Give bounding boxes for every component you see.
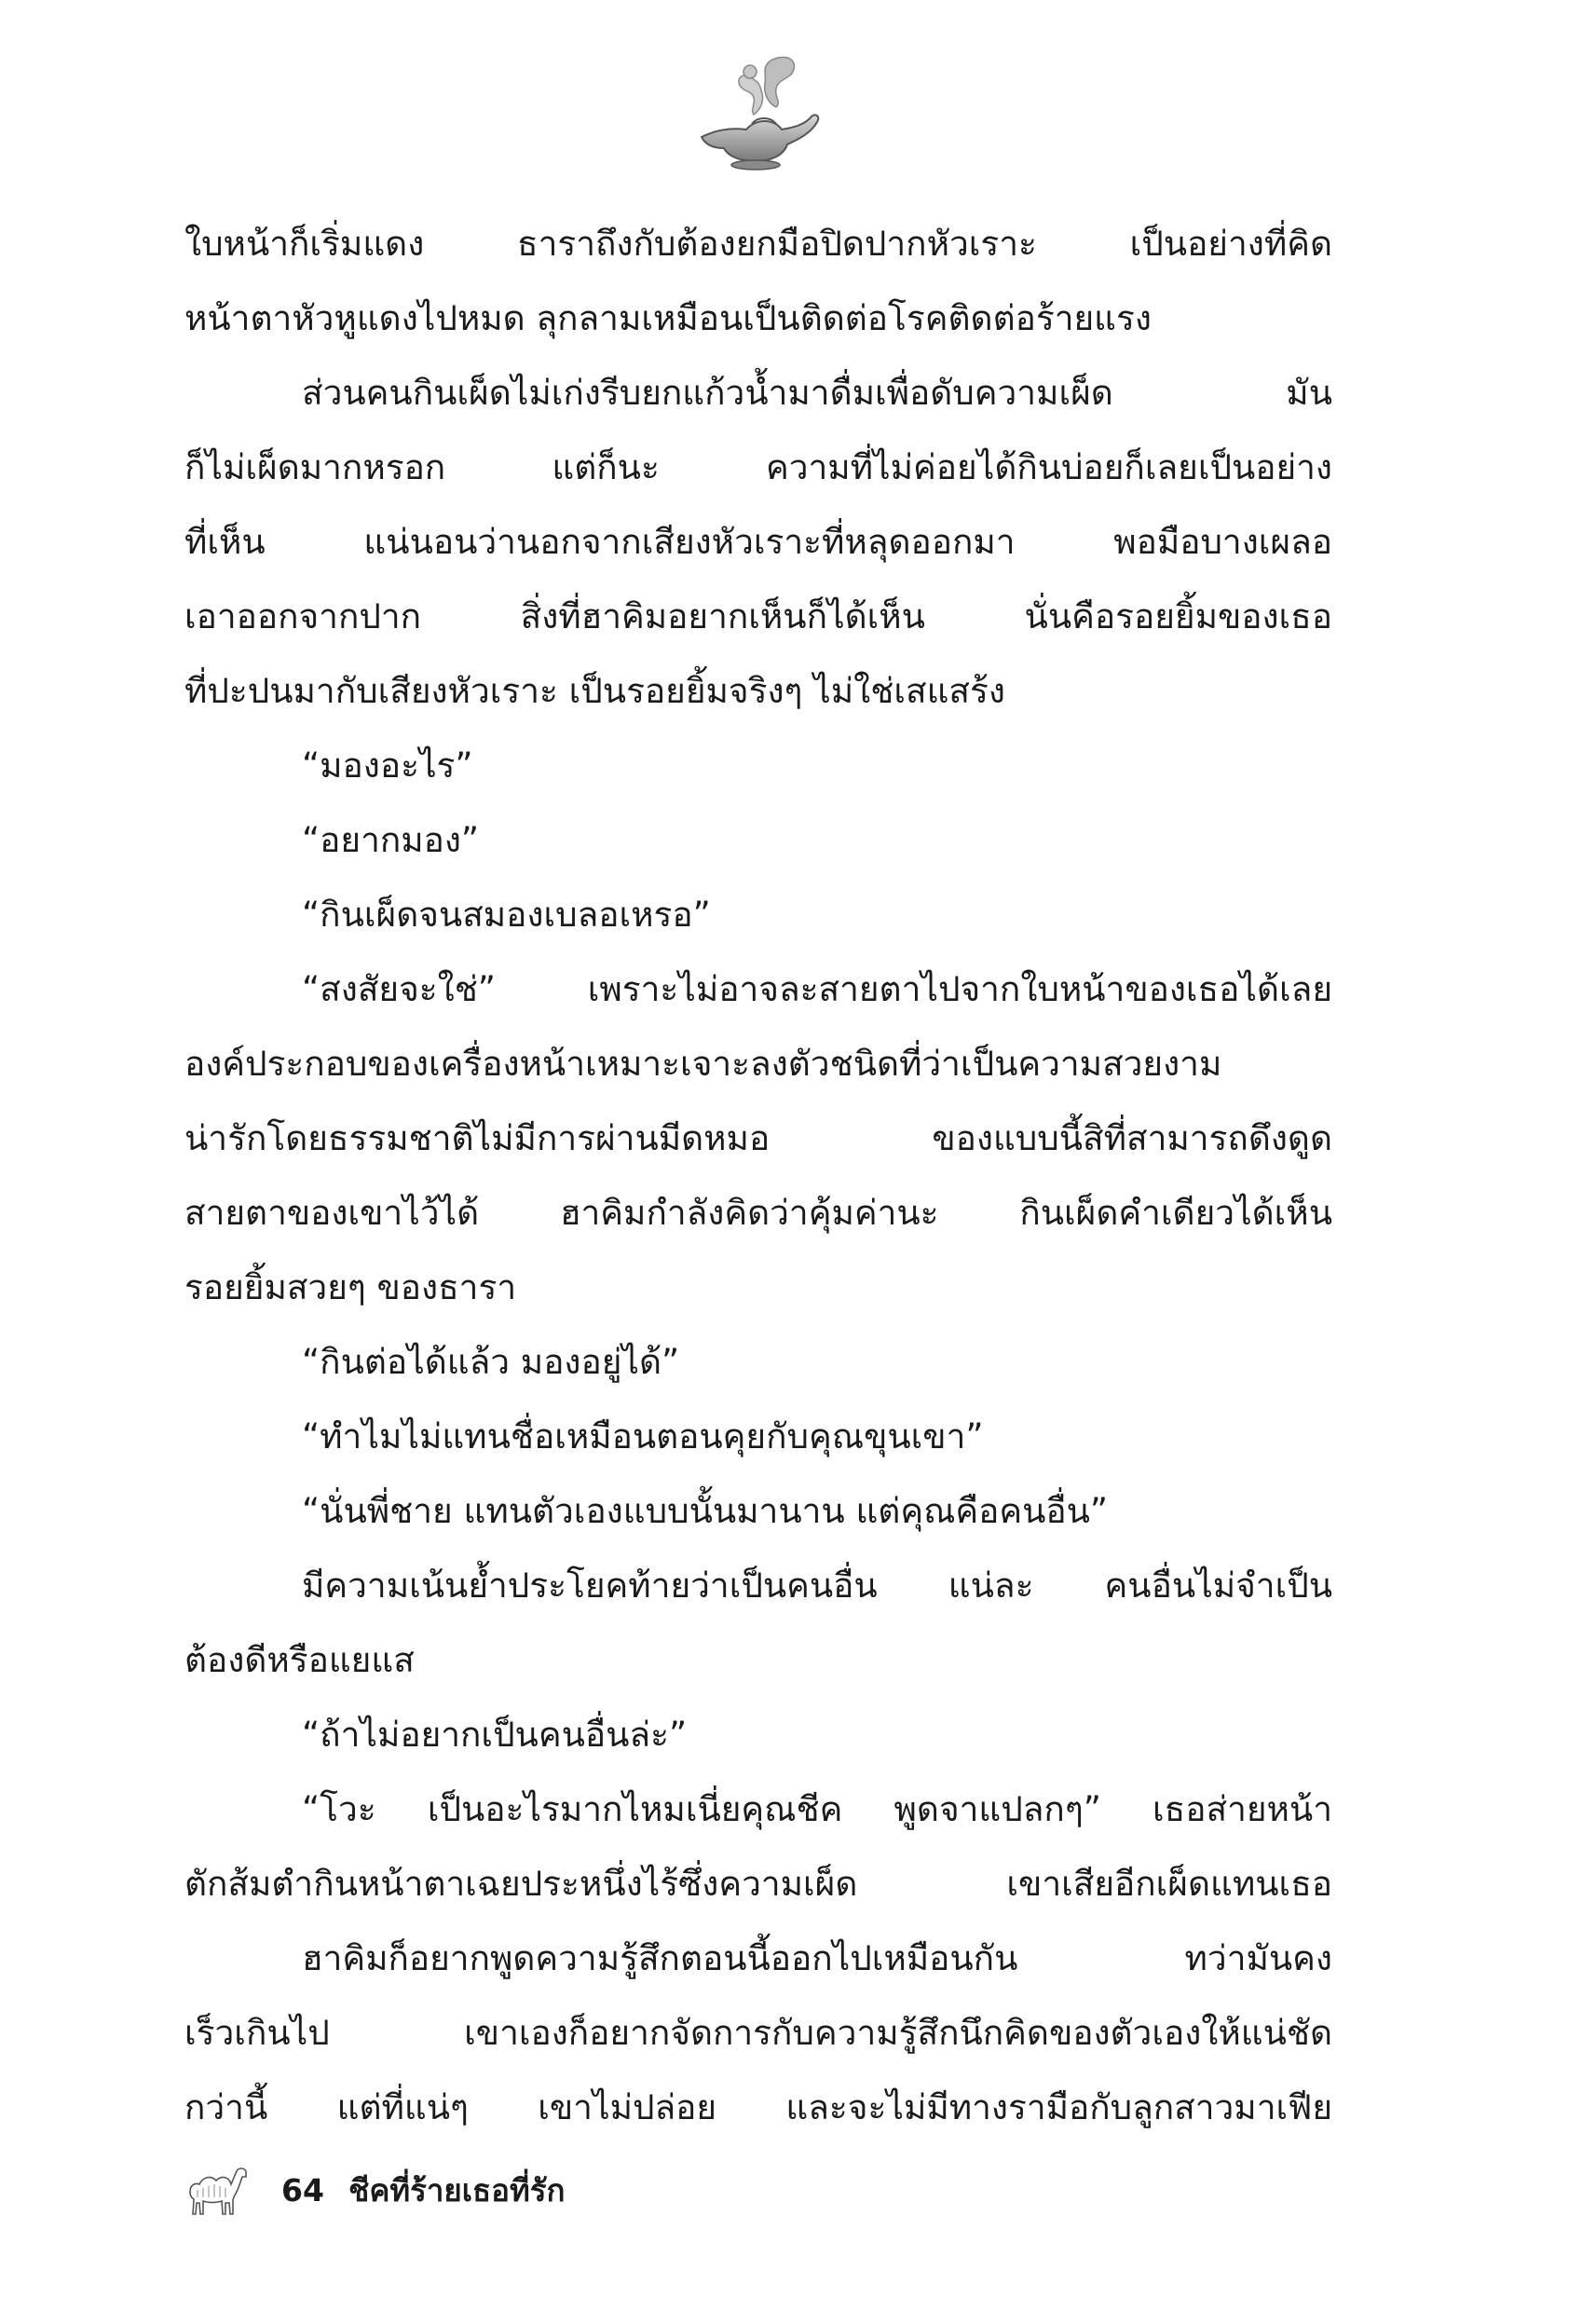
text-line: หน้าตาหัวหูแดงไปหมด ลุกลามเหมือนเป็นติดต่อโรคติดต่อร้ายแรง [184,298,1152,338]
page-footer [184,2157,565,2222]
text-line: สายตาของเขาไว้ได้ ฮาคิมกำลังคิดว่าคุ้มค่านะ กินเผ็ดคำเดียวได้เห็น [184,1193,1332,1233]
text-line: ส่วนคนกินเผ็ดไม่เก่งรีบยกแก้วน้ำมาดื่มเพื่อดับความเผ็ด มัน [302,373,1332,413]
genie-lamp-icon [685,51,825,172]
text-line: รอยยิ้มสวยๆ ของธารา [184,1267,517,1307]
text-line: เร็วเกินไป เขาเองก็อยากจัดการกับความรู้สึกนึกคิดของตัวเองให้แน่ชัด [184,2013,1332,2053]
text-line: “กินเผ็ดจนสมองเบลอเหรอ” [302,895,711,935]
text-line: “กินต่อได้แล้ว มองอยู่ได้” [302,1342,680,1382]
camel-icon [184,2164,250,2216]
book-title: ชีคที่ร้ายเธอที่รัก [348,2171,566,2208]
body-text [184,207,1332,2145]
text-line: ตักส้มตำกินหน้าตาเฉยประหนึ่งไร้ซึ่งความเผ็ด เขาเสียอีกเผ็ดแทนเธอ [184,1864,1332,1904]
text-line: กว่านี้ แต่ที่แน่ๆ เขาไม่ปล่อย และจะไม่มีทางรามือกับลูกสาวมาเฟีย [184,2087,1332,2127]
text-line: ต้องดีหรือแยแส [184,1640,415,1680]
text-line: ฮาคิมก็อยากพูดความรู้สึกตอนนี้ออกไปเหมือนกัน ทว่ามันคง [302,1938,1332,1978]
text-line: ใบหน้าก็เริ่มแดง ธาราถึงกับต้องยกมือปิดปากหัวเราะ เป็นอย่างที่คิด [184,224,1332,264]
text-line: “สงสัยจะใช่” เพราะไม่อาจละสายตาไปจากใบหน้าของเธอได้เลย [302,969,1332,1009]
text-line: “มองอะไร” [302,745,473,786]
text-line: องค์ประกอบของเครื่องหน้าเหมาะเจาะลงตัวชนิดที่ว่าเป็นความสวยงาม [184,1044,1222,1084]
page-number: 64 [281,2171,324,2208]
text-line: ที่ปะปนมากับเสียงหัวเราะ เป็นรอยยิ้มจริงๆ ไม่ใช่เสแสร้ง [184,671,1005,711]
text-line: เอาออกจากปาก สิ่งที่ฮาคิมอยากเห็นก็ได้เห็น นั่นคือรอยยิ้มของเธอ [184,596,1332,636]
text-line: “นั่นพี่ชาย แทนตัวเองแบบนั้นมานาน แต่คุณคือคนอื่น” [302,1491,1109,1531]
text-line: มีความเน้นย้ำประโยคท้ายว่าเป็นคนอื่น แน่ละ คนอื่นไม่จำเป็น [302,1566,1332,1606]
text-line: “ถ้าไม่อยากเป็นคนอื่นล่ะ” [302,1715,688,1755]
text-line: “อยากมอง” [302,820,480,860]
text-line: ที่เห็น แน่นอนว่านอกจากเสียงหัวเราะที่หลุดออกมา พอมือบางเผลอ [184,522,1332,562]
text-line: ก็ไม่เผ็ดมากหรอก แต่ก็นะ ความที่ไม่ค่อยได้กินบ่อยก็เลยเป็นอย่าง [184,447,1332,487]
text-line: น่ารักโดยธรรมชาติไม่มีการผ่านมีดหมอ ของแบบนี้สิที่สามารถดึงดูด [184,1118,1332,1158]
text-line: “ทำไมไม่แทนชื่อเหมือนตอนคุยกับคุณขุนเขา” [302,1416,984,1456]
text-line: “โวะ เป็นอะไรมากไหมเนี่ยคุณชีค พูดจาแปลกๆ” เธอส่ายหน้า [302,1789,1332,1829]
